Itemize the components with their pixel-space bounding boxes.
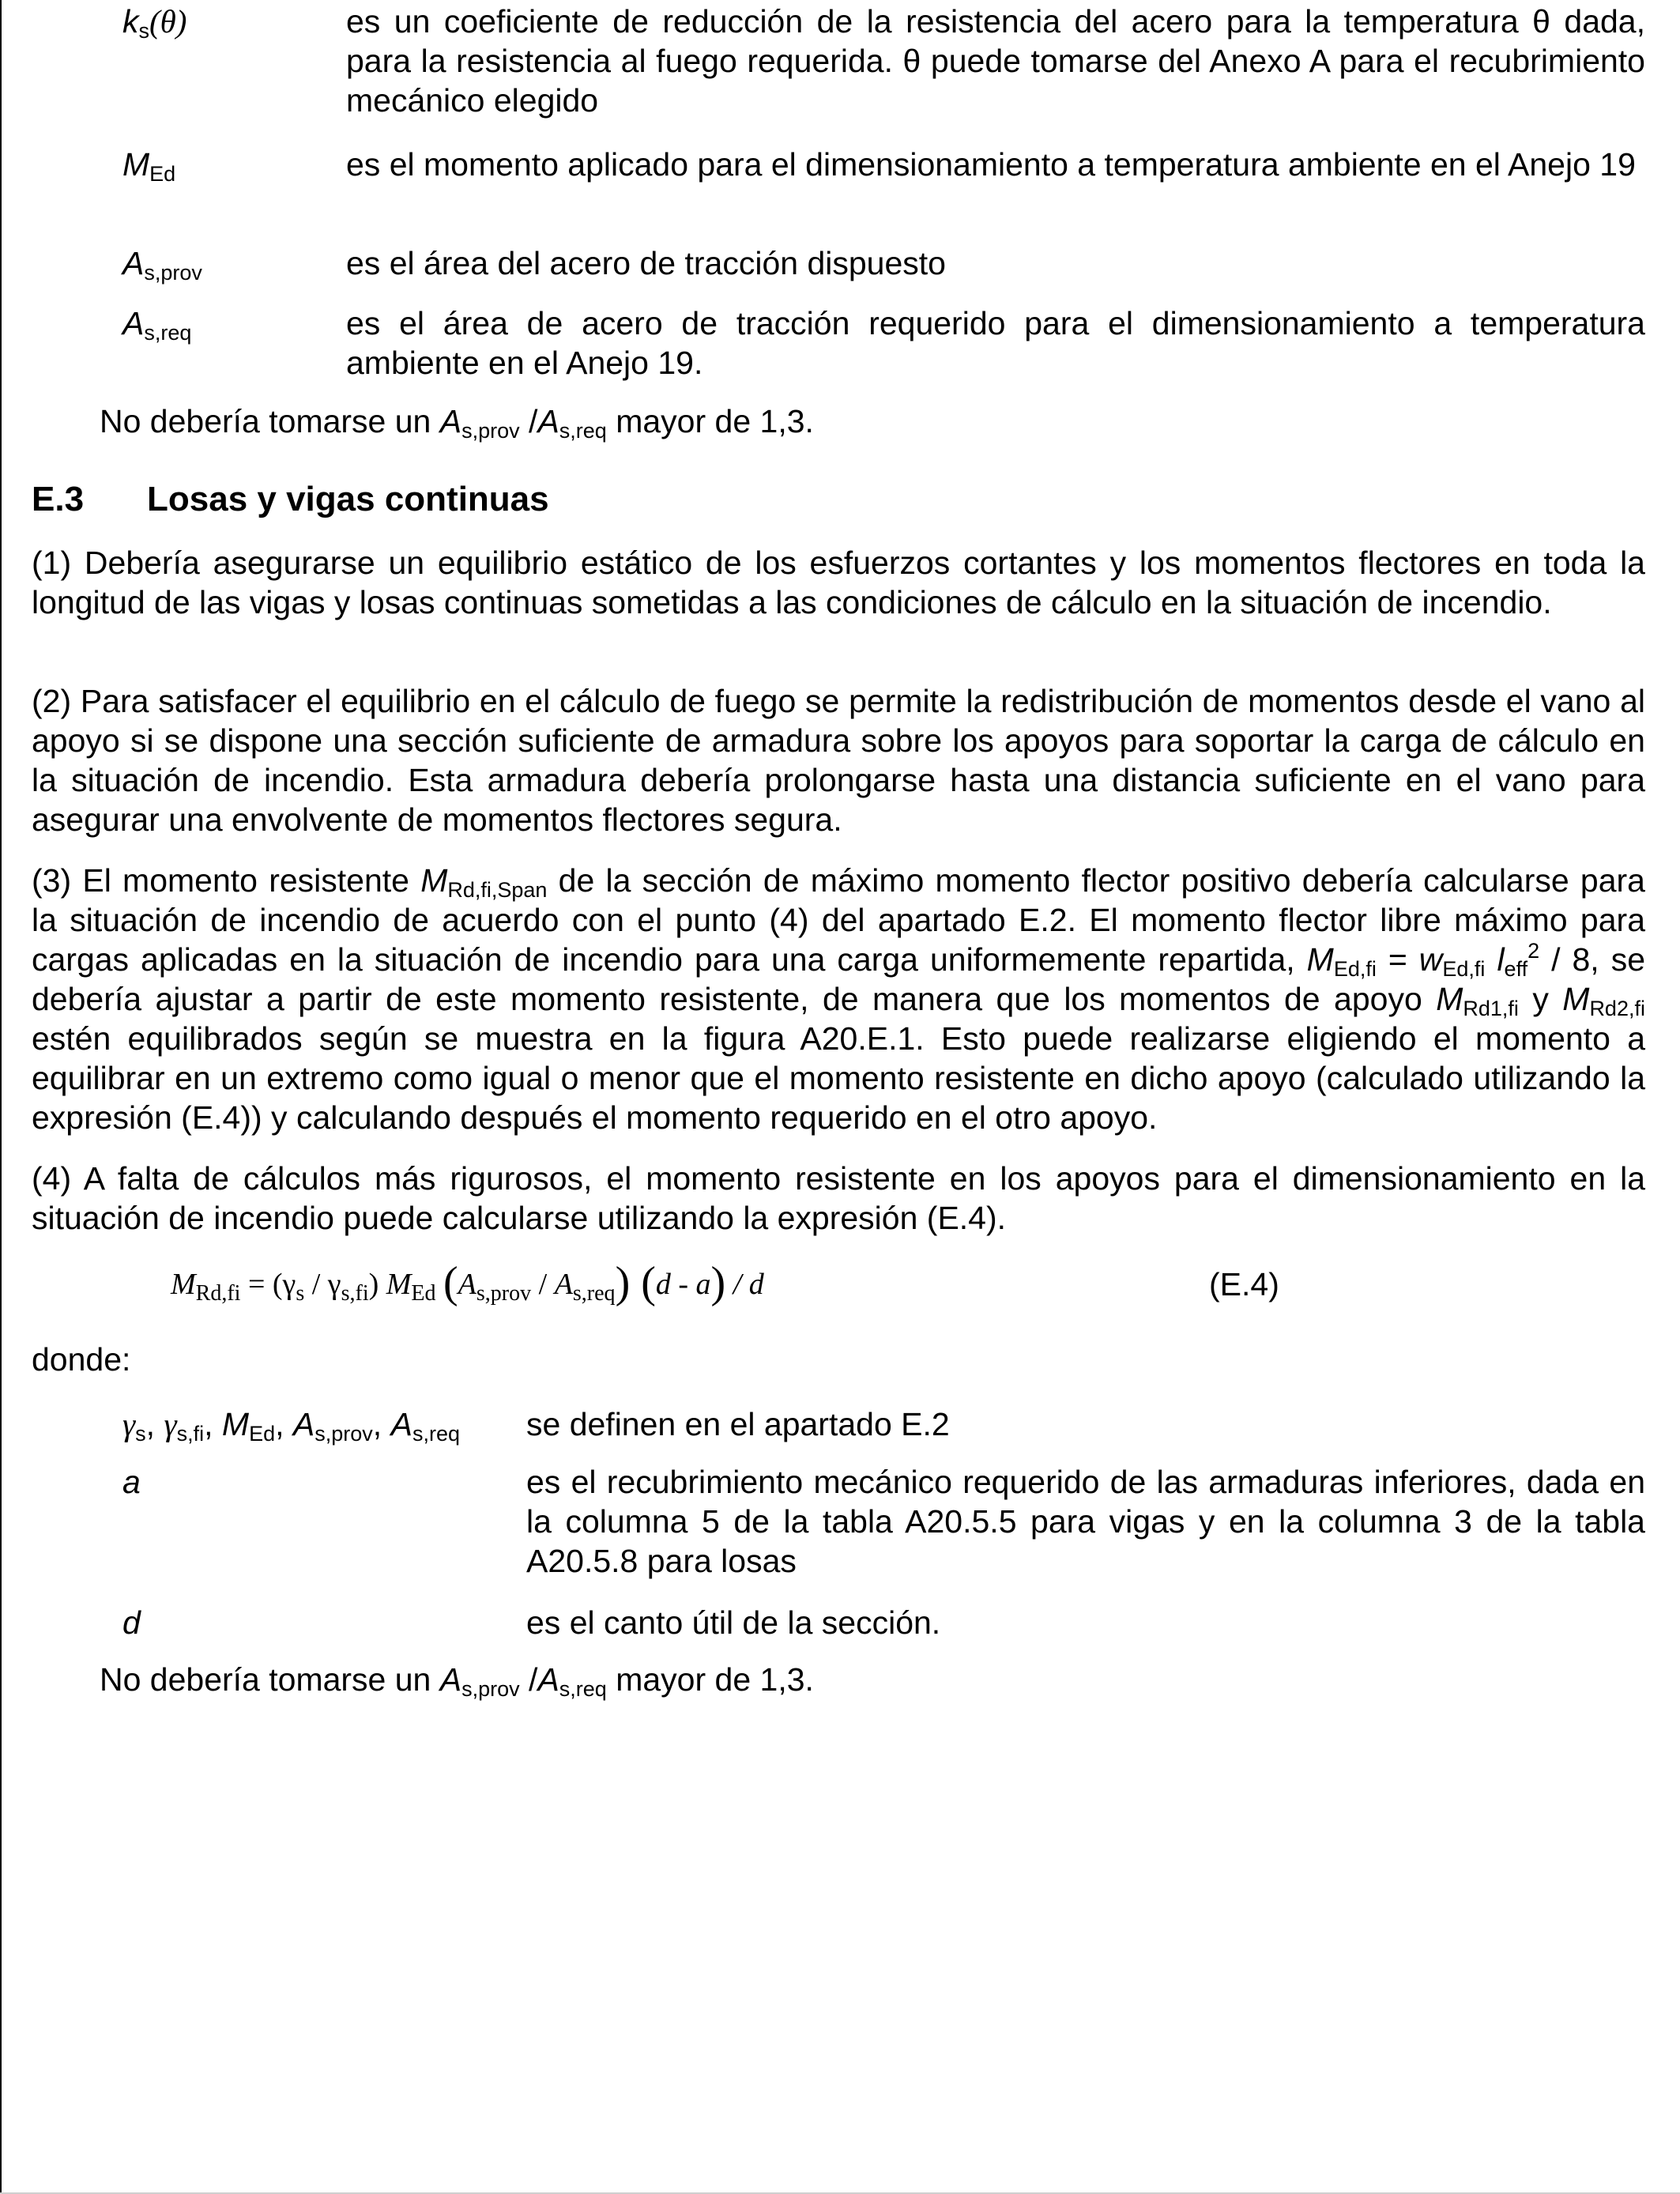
definition-symbol-ks: $k_s(\theta)$ [122, 3, 187, 43]
definition-text-d: es el canto útil de la sección. [526, 1604, 941, 1641]
formula-label: (E.4) [1209, 1266, 1279, 1302]
paragraph-1: (1) Debería asegurarse un equilibrio estático de los esfuerzos cortantes y los momentos flectores en toda la longitud de las vigas y losas continuas sometidas a las condiciones de cálculo en la situación de incendio. [32, 545, 1645, 620]
paragraph-2: (2) Para satisfacer el equilibrio en el cálculo de fuego se permite la redistribución de momentos desde el vano al apoyo si se dispone una sección suficiente de armadura sobre los apoyos para soportar la carga de cálculo en la situación de incendio. Esta armadura debería prolongarse hasta una distancia suficiente en el vano para asegurar una envolvente de momentos flectores segura. [32, 683, 1645, 838]
donde-label: donde: [32, 1341, 131, 1378]
definition-text-ks: es un coeficiente de reducción de la resistencia del acero para la temperatura θ dada, para la resistencia al fuego requerida. θ puede tomarse del Anexo A para el recubrimiento mecánico elegido [346, 3, 1645, 119]
paragraph-4: (4) A falta de cálculos más rigurosos, el momento resistente en los apoyos para el dimensionamiento en la situación de incendio puede calcularse utilizando la expresión (E.4). [32, 1160, 1645, 1236]
ratio-limit-note-bottom: No debería tomarse un $A_{s,prov}$ $/A_{s,req}$ mayor de 1,3. [100, 1661, 814, 1701]
ratio-limit-note-top: No debería tomarse un $A_{s,prov}$ $/A_{s,req}$ mayor de 1,3. [100, 403, 814, 443]
definition-symbol-list: $\gamma_s$, $\gamma_{s,fi}$, $M_{Ed}$, $A_{s,prov}$, $A_{s,req}$ [122, 1406, 460, 1446]
definition-symbol-asreq: $A_{s,req}$ [122, 305, 192, 345]
definition-text-asprov: es el área del acero de tracción dispuesto [346, 245, 946, 281]
section-title: Losas y vigas continuas [147, 480, 549, 518]
definition-text-asreq: es el área de acero de tracción requerido para el dimensionamiento a temperatura ambiente en el Anejo 19. [346, 305, 1645, 381]
definition-symbol-med: $M_{Ed}$ [122, 146, 176, 186]
definition-text-med: es el momento aplicado para el dimensionamiento a temperatura ambiente en el Anejo 19 [346, 146, 1636, 183]
section-number: E.3 [32, 480, 85, 518]
definition-symbol-a: a [122, 1464, 141, 1500]
paragraph-3: (3) El momento resistente $M_{Rd,fi,Span}$ de la sección de máximo momento flector positivo debería calcularse para la situación de incendio de acuerdo con el punto (4) del apartado E.2. El momento flector libre máximo para cargas aplicadas en la situación de incendio para una carga uniformemente repartida, $M_{Ed,fi} = w_{Ed,fi}$ $l_{eff}^2 / 8$, se debería ajustar a partir de este momento resistente, de manera que los momentos de apoyo $M_{Rd1,fi}$ y $M_{Rd2,fi}$ estén equilibrados según se muestra en la figura A20.E.1. Esto puede realizarse eligiendo el momento a equilibrar en un extremo como igual o menor que el momento resistente en dicho apoyo (calculado utilizando la expresión (E.4)) y calculando después el momento requerido en el otro apoyo. [32, 862, 1645, 1136]
definition-text-list: se definen en el apartado E.2 [526, 1406, 950, 1442]
definition-symbol-d: d [122, 1604, 141, 1641]
definition-symbol-asprov: $A_{s,prov}$ [122, 245, 202, 285]
definition-text-a: es el recubrimiento mecánico requerido de las armaduras inferiores, dada en la columna 5 de la tabla A20.5.5 para vigas y en la columna 3 de la tabla A20.5.8 para losas [526, 1464, 1645, 1579]
left-border-line [0, 0, 2, 2194]
formula-e4: $M_{Rd,fi} = (\gamma_s / \gamma_{s,fi})$ $M_{Ed}$ $(A_{s,prov} / A_{s,req})$ (d - a) / d [171, 1258, 764, 1307]
